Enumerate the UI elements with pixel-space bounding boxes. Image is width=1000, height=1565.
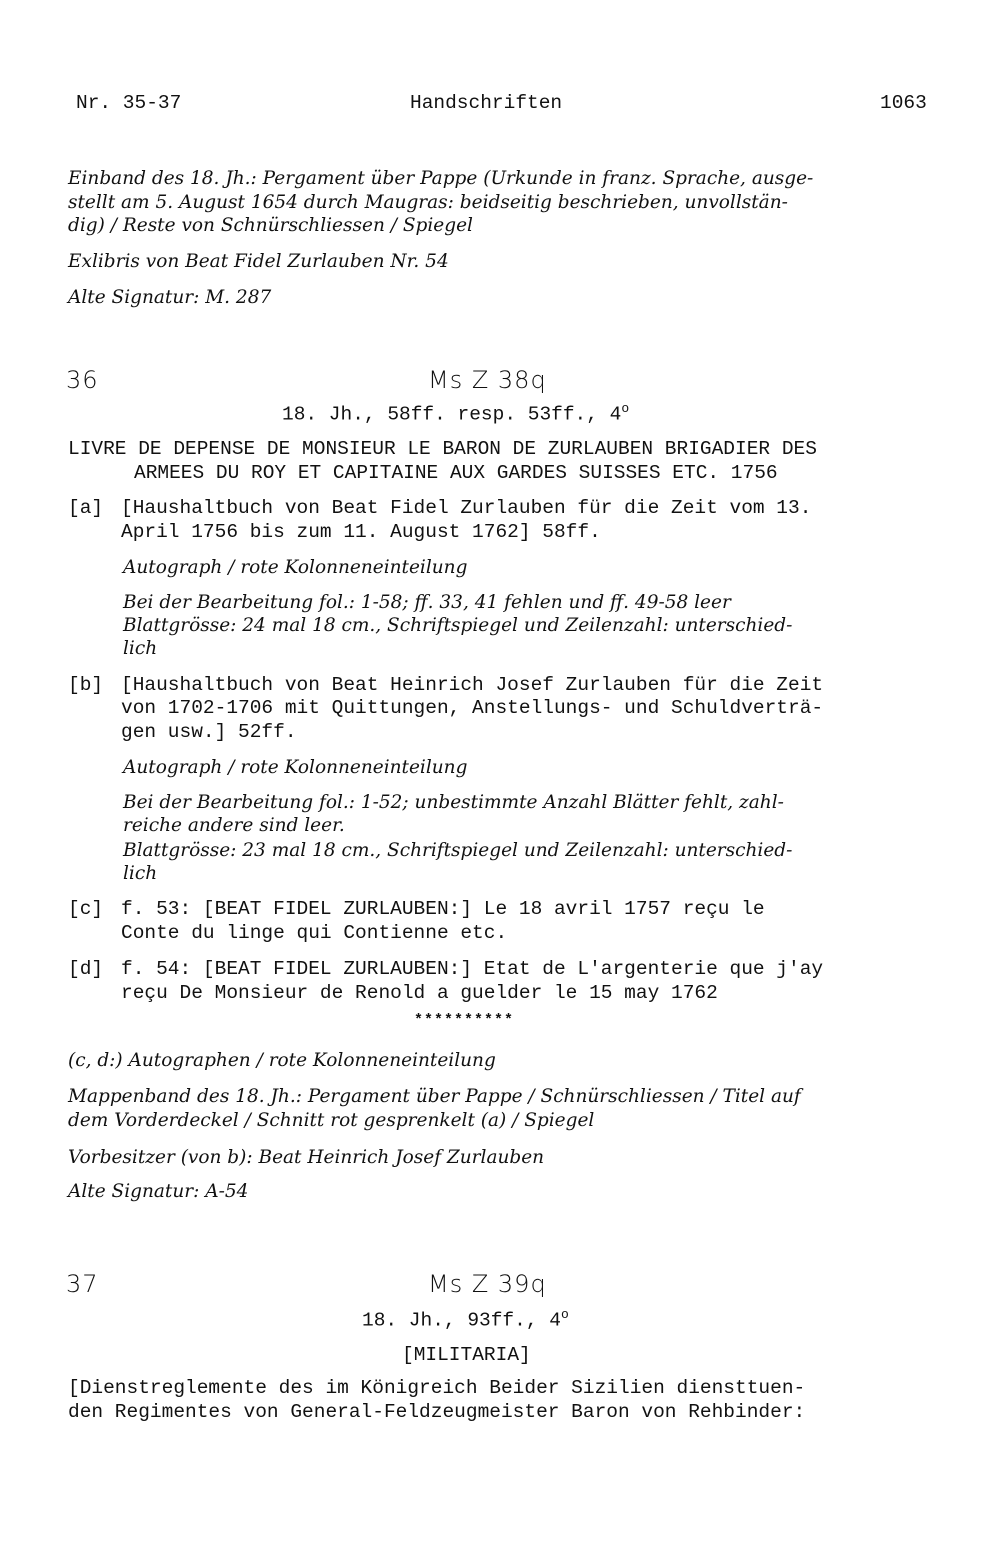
- binding-line: dig) / Reste von Schnürschliessen / Spiegel: [68, 215, 473, 236]
- shelfmark: Ms Z 39q: [428, 1270, 547, 1298]
- separator-stars: **********: [414, 1012, 515, 1029]
- item-label-a: [a]: [68, 497, 104, 519]
- cd-note: (c, d:) Autographen / rote Kolonneneinteilung: [68, 1050, 496, 1071]
- title-line: ARMEES DU ROY ET CAPITAINE AUX GARDES SUISSES ETC. 1756: [134, 462, 778, 484]
- old-signature: Alte Signatur: A-54: [68, 1181, 249, 1202]
- item-d-line: reçu De Monsieur de Renold a guelder le 15 may 1762: [121, 982, 718, 1004]
- header-left: Nr. 35-37: [76, 92, 182, 114]
- entry-number: 37: [66, 1270, 99, 1298]
- date-line: 18. Jh., 58ff. resp. 53ff., 4$^o$: [282, 401, 630, 426]
- item-a-line: [Haushaltbuch von Beat Fidel Zurlauben für die Zeit vom 13.: [121, 497, 812, 519]
- header-page-number: 1063: [880, 92, 927, 114]
- shelfmark: Ms Z 38q: [428, 366, 547, 394]
- item-b-note: lich: [123, 863, 158, 884]
- item-c-line: Conte du linge qui Contienne etc.: [121, 922, 508, 944]
- item-b-autograph: Autograph / rote Kolonneneinteilung: [123, 757, 468, 778]
- item-b-line: gen usw.] 52ff.: [121, 721, 297, 743]
- item-a-note: Bei der Bearbeitung fol.: 1-58; ff. 33, 41 fehlen und ff. 49-58 leer: [123, 592, 731, 613]
- binding-line: stellt am 5. August 1654 durch Maugras: beidseitig beschrieben, unvollstän-: [68, 192, 788, 213]
- item-b-line: von 1702-1706 mit Quittungen, Anstellungs- und Schuldverträ-: [121, 697, 824, 719]
- item-a-autograph: Autograph / rote Kolonneneinteilung: [123, 557, 468, 578]
- date-line: 18. Jh., 93ff., 4$^o$: [362, 1307, 569, 1332]
- item-b-note: Bei der Bearbeitung fol.: 1-52; unbestimmte Anzahl Blätter fehlt, zahl-: [123, 792, 784, 813]
- binding-line: Einband des 18. Jh.: Pergament über Pappe (Urkunde in franz. Sprache, ausge-: [68, 168, 814, 189]
- entry-number: 36: [66, 366, 99, 394]
- header-title: Handschriften: [410, 92, 563, 114]
- item-b-line: [Haushaltbuch von Beat Heinrich Josef Zurlauben für die Zeit: [121, 674, 824, 696]
- item-d-line: f. 54: [BEAT FIDEL ZURLAUBEN:] Etat de L'argenterie que j'ay: [121, 958, 824, 980]
- previous-owner: Vorbesitzer (von b): Beat Heinrich Josef Zurlauben: [68, 1147, 545, 1168]
- item-b-note: Blattgrösse: 23 mal 18 cm., Schriftspiegel und Zeilenzahl: unterschied-: [123, 840, 793, 861]
- item-b-note: reiche andere sind leer.: [123, 815, 345, 836]
- item-c-line: f. 53: [BEAT FIDEL ZURLAUBEN:] Le 18 avril 1757 reçu le: [121, 898, 765, 920]
- exlibris: Exlibris von Beat Fidel Zurlauben Nr. 54: [68, 251, 449, 272]
- binding-line: Mappenband des 18. Jh.: Pergament über Pappe / Schnürschliessen / Titel auf: [68, 1086, 801, 1107]
- item-a-line: April 1756 bis zum 11. August 1762] 58ff.: [121, 521, 601, 543]
- item-a-note: lich: [123, 638, 158, 659]
- item-label-c: [c]: [68, 898, 104, 920]
- degree-superscript: o: [621, 401, 630, 416]
- title-line: LIVRE DE DEPENSE DE MONSIEUR LE BARON DE ZURLAUBEN BRIGADIER DES: [68, 438, 817, 460]
- subject: [MILITARIA]: [402, 1344, 531, 1366]
- text-line: den Regimentes von General-Feldzeugmeister Baron von Rehbinder:: [68, 1401, 806, 1423]
- text-line: [Dienstreglemente des im Königreich Beider Sizilien diensttuen-: [68, 1377, 806, 1399]
- item-label-d: [d]: [68, 958, 104, 980]
- item-label-b: [b]: [68, 674, 104, 696]
- item-a-note: Blattgrösse: 24 mal 18 cm., Schriftspiegel und Zeilenzahl: unterschied-: [123, 615, 793, 636]
- old-signature: Alte Signatur: M. 287: [68, 287, 272, 308]
- binding-line: dem Vorderdeckel / Schnitt rot gesprenkelt (a) / Spiegel: [68, 1110, 595, 1131]
- degree-superscript: o: [560, 1307, 569, 1322]
